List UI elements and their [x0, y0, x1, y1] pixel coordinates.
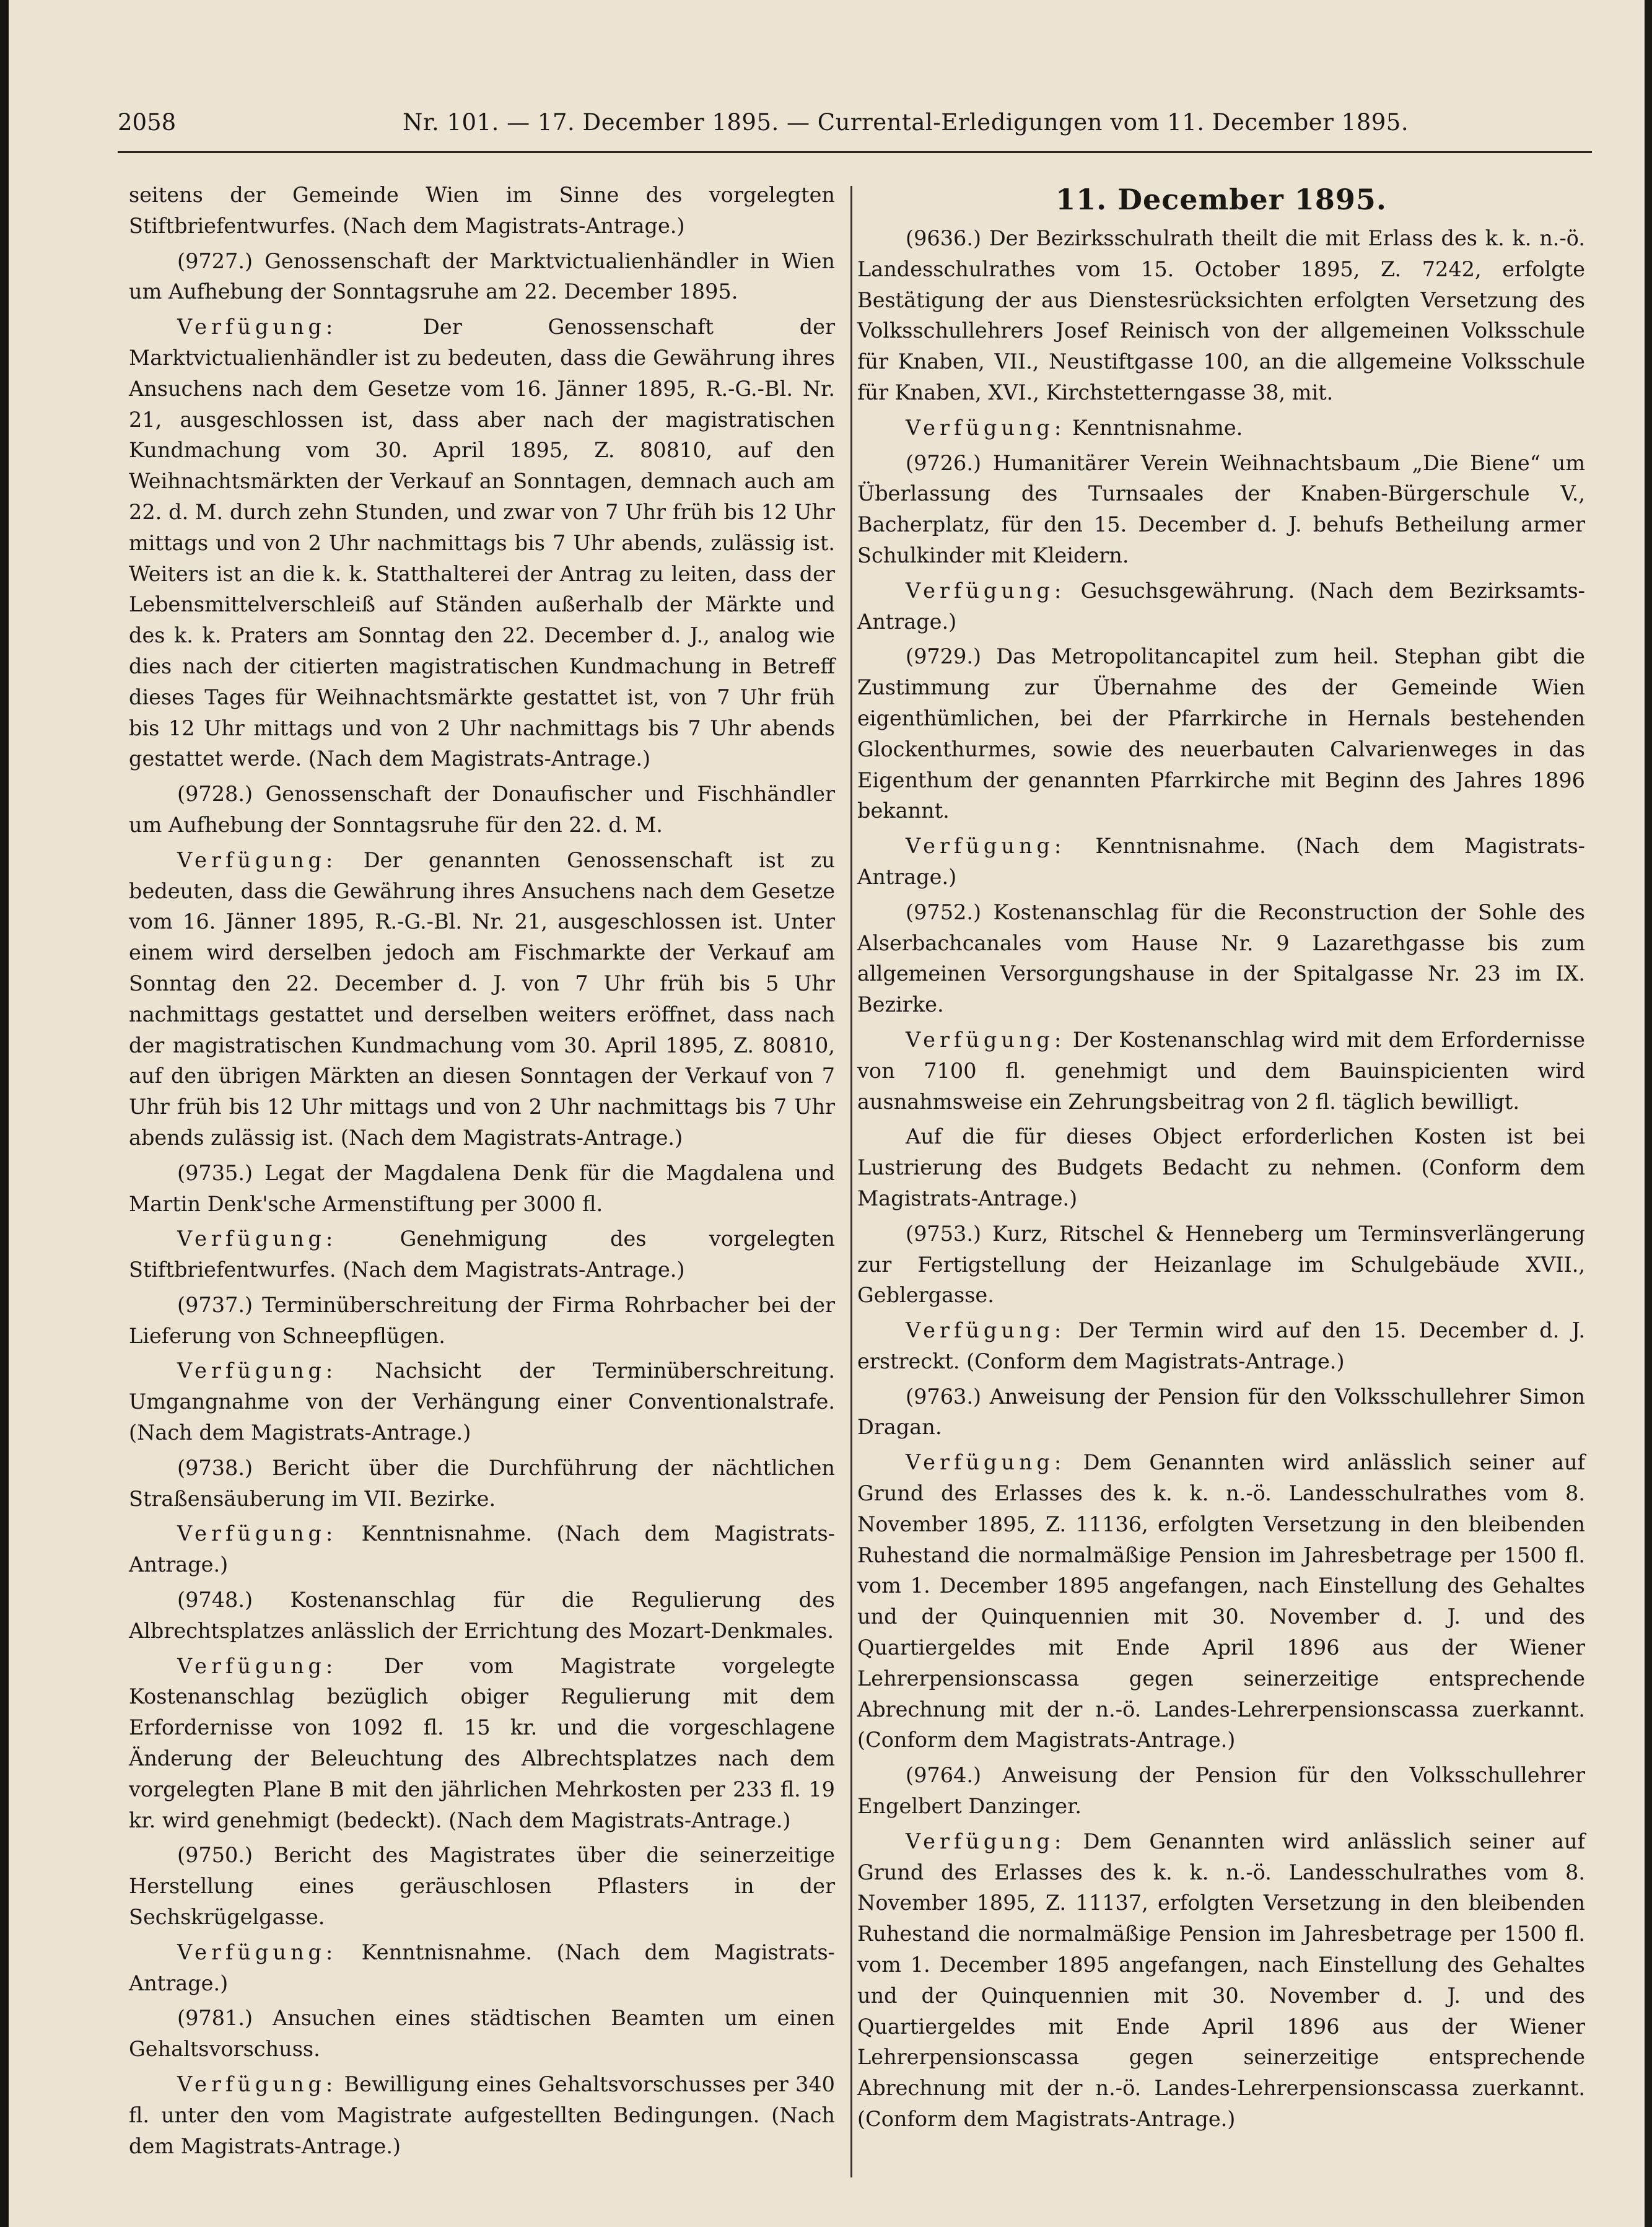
- item-paragraph: (9738.) Bericht über die Durchführung der nächtlichen Straßensäuberung im VII. Bezirke.: [129, 1455, 835, 1511]
- item-paragraph: (9636.) Der Bezirksschulrath theilt die mit Erlass des k. k. n.-ö. Landesschulrathes vom 15. October 1895, Z. 7242, erfolgte Bestätigung der aus Dienstesrücksichten erfolgten Versetzung des Volksschullehrers Josef Reinisch von der allgemeinen Volksschule für Knaben, VII., Neustiftgasse 100, an die allgemeine Volksschule für Knaben, XVI., Kirchstetterngasse 38, mit.: [857, 226, 1585, 405]
- disposition-text: Nachsicht der Terminüberschreitung. Umgangnahme von der Verhängung einer Conventionalstrafe. (Nach dem Magistrats-Antrage.): [129, 1359, 835, 1445]
- right-column: [857, 180, 1585, 2139]
- disposition-paragraph: [129, 1651, 835, 1836]
- left-column: [129, 180, 835, 2166]
- header-rule: [118, 151, 1592, 153]
- disposition-text: Bewilligung eines Gehaltsvorschusses per 340 fl. unter den vom Magistrate aufgestellten Bedingungen. (Nach dem Magistrats-Antrage.): [129, 2072, 835, 2158]
- disposition-text: Dem Genannten wird anlässlich seiner auf Grund des Erlasses des k. k. n.-ö. Landesschulrathes vom 8. November 1895, Z. 11137, erfolgten Versetzung in den bleibenden Ruhestand die normalmäßige Pension im Jahresbetrage per 1500 fl. vom 1. December 1895 angefangen, nach Einstellung des Gehaltes und der Quinquennien mit 30. November d. J. und des Quartiergeldes mit Ende April 1896 aus der Wiener Lehrerpensionscassa gegen seinerzeitige entsprechende Abrechnung mit der n.-ö. Landes-Lehrerpensionscassa zuerkannt. (Conform dem Magistrats-Antrage.): [857, 1829, 1585, 2132]
- disposition-text: Der genannten Genossenschaft ist zu bedeuten, dass die Gewährung ihres Ansuchens nach dem Gesetze vom 16. Jänner 1895, R.-G.-Bl. Nr. 21, ausgeschlossen ist. Unter einem wird derselben jedoch am Fischmarkte der Verkauf am Sonntag den 22. December d. J. von 7 Uhr früh bis 5 Uhr nachmittags gestattet und derselben weiters eröffnet, dass nach der magistratischen Kundmachung vom 30. April 1895, Z. 80810, auf den übrigen Märkten an diesen Sonntagen der Verkauf von 7 Uhr früh bis 12 Uhr mittags und von 2 Uhr nachmittags bis 7 Uhr abends zulässig ist. (Nach dem Magistrats-Antrage.): [129, 847, 835, 1150]
- disposition-label: Verfügung:: [906, 415, 1066, 440]
- item-paragraph: (9763.) Anweisung der Pension für den Volksschullehrer Simon Dragan.: [857, 1384, 1585, 1440]
- item-paragraph: (9753.) Kurz, Ritschel & Henneberg um Terminsverlängerung zur Fertigstellung der Heizanlage im Schulgebäude XVII., Geblergasse.: [857, 1221, 1585, 1308]
- disposition-paragraph: [129, 1355, 835, 1448]
- item-paragraph: (9735.) Legat der Magdalena Denk für die Magdalena und Martin Denk'sche Armenstiftung per 3000 fl.: [129, 1160, 835, 1216]
- disposition-text: Der Kostenanschlag wird mit dem Erfordernisse von 7100 fl. genehmigt und dem Bauinspicienten wird ausnahmsweise ein Zehrungsbeitrag von 2 fl. täglich bewilligt.: [857, 1027, 1585, 1114]
- disposition-text: Gesuchsgewährung. (Nach dem Bezirksamts-Antrage.): [857, 578, 1585, 634]
- disposition-label: Verfügung:: [906, 1450, 1066, 1475]
- running-title: Nr. 101. — 17. December 1895. — Currental-Erledigungen vom 11. December 1895.: [403, 109, 1409, 136]
- disposition-label: Verfügung:: [177, 1521, 338, 1546]
- disposition-text: Dem Genannten wird anlässlich seiner auf Grund des Erlasses des k. k. n.-ö. Landesschulrathes vom 8. November 1895, Z. 11136, erfolgten Versetzung in den bleibenden Ruhestand die normalmäßige Pension im Jahresbetrage per 1500 fl. vom 1. December 1895 angefangen, nach Einstellung des Gehaltes und der Quinquennien mit 30. November d. J. und des Quartiergeldes mit Ende April 1896 aus der Wiener Lehrerpensionscassa gegen seinerzeitige entsprechende Abrechnung mit der n.-ö. Landes-Lehrerpensionscassa zuerkannt. (Conform dem Magistrats-Antrage.): [857, 1450, 1585, 1752]
- disposition-label: Verfügung:: [177, 847, 338, 872]
- disposition-label: Verfügung:: [177, 2072, 338, 2097]
- disposition-label: Verfügung:: [177, 1653, 338, 1678]
- scan-edge-left: [0, 0, 9, 2227]
- item-paragraph: (9728.) Genossenschaft der Donaufischer und Fischhändler um Aufhebung der Sonntagsruhe für den 22. d. M.: [129, 782, 835, 837]
- item-paragraph: (9737.) Terminüberschreitung der Firma Rohrbacher bei der Lieferung von Schneepflügen.: [129, 1292, 835, 1348]
- scan-edge-right: [1645, 0, 1652, 2227]
- disposition-paragraph: [857, 575, 1585, 637]
- page-number: 2058: [118, 109, 177, 136]
- disposition-text: Genehmigung des vorgelegten Stiftbriefentwurfes. (Nach dem Magistrats-Antrage.): [129, 1227, 835, 1282]
- disposition-text: Der vom Magistrate vorgelegte Kostenanschlag bezüglich obiger Regulierung mit dem Erfordernisse von 1092 fl. 15 kr. und die vorgeschlagene Änderung der Beleuchtung des Albrechtsplatzes nach dem vorgelegten Plane B mit den jährlichen Mehrkosten per 233 fl. 19 kr. wird genehmigt (bedeckt). (Nach dem Magistrats-Antrage.): [129, 1653, 835, 1832]
- continued-paragraph: seitens der Gemeinde Wien im Sinne des vorgelegten Stiftbriefentwurfes. (Nach dem Magistrats-Antrage.): [129, 183, 835, 238]
- disposition-label: Verfügung:: [906, 1829, 1066, 1853]
- disposition-paragraph: [857, 413, 1585, 444]
- disposition-paragraph: [129, 1937, 835, 1999]
- disposition-label: Verfügung:: [906, 578, 1066, 603]
- disposition-text: Kenntnisnahme. (Nach dem Magistrats-Antrage.): [129, 1521, 835, 1577]
- disposition-label: Verfügung:: [177, 1940, 338, 1964]
- disposition-paragraph: [129, 1518, 835, 1580]
- disposition-paragraph: [857, 831, 1585, 893]
- disposition-paragraph: [129, 2069, 835, 2161]
- disposition-paragraph: [857, 1315, 1585, 1377]
- date-heading: 11. December 1895.: [1055, 183, 1387, 216]
- item-paragraph: (9752.) Kostenanschlag für die Reconstruction der Sohle des Alserbachcanales vom Hause Nr. 9 Lazarethgasse bis zum allgemeinen Versorgungshause in der Spitalgasse Nr. 23 im IX. Bezirke.: [857, 899, 1585, 1017]
- item-paragraph: (9750.) Bericht des Magistrates über die seinerzeitige Herstellung eines geräuschlosen Pflasters in der Sechskrügelgasse.: [129, 1843, 835, 1930]
- disposition-paragraph: [129, 1223, 835, 1285]
- disposition-text: Kenntnisnahme. (Nach dem Magistrats-Antrage.): [857, 834, 1585, 889]
- right-column-body: [857, 223, 1585, 2135]
- disposition-label: Verfügung:: [906, 1318, 1066, 1343]
- disposition-label: Verfügung:: [906, 1027, 1066, 1052]
- item-paragraph: (9748.) Kostenanschlag für die Regulierung des Albrechtsplatzes anlässlich der Errichtung des Mozart-Denkmales.: [129, 1588, 835, 1643]
- disposition-paragraph: [857, 1025, 1585, 1117]
- disposition-text: Der Termin wird auf den 15. December d. J. erstreckt. (Conform dem Magistrats-Antrage.): [857, 1318, 1585, 1373]
- disposition-paragraph: [857, 1826, 1585, 2135]
- item-paragraph: (9726.) Humanitärer Verein Weihnachtsbaum „Die Biene“ um Überlassung des Turnsaales der Knaben-Bürgerschule V., Bacherplatz, für den 15. December d. J. behufs Betheilung armer Schulkinder mit Kleidern.: [857, 450, 1585, 567]
- disposition-text: Kenntnisnahme.: [1072, 415, 1243, 440]
- column-divider: [850, 186, 852, 2177]
- item-paragraph: (9764.) Anweisung der Pension für den Volksschullehrer Engelbert Danzinger.: [857, 1763, 1585, 1819]
- disposition-label: Verfügung:: [177, 315, 338, 339]
- disposition-label: Verfügung:: [177, 1227, 338, 1251]
- disposition-label: Verfügung:: [177, 1359, 338, 1383]
- running-header: [118, 104, 1592, 141]
- disposition-text: Der Genossenschaft der Marktvictualienhändler ist zu bedeuten, dass die Gewährung ihres Ansuchens nach dem Gesetze vom 16. Jänner 1895, R.-G.-Bl. Nr. 21, ausgeschlossen ist, dass aber nach der magistratischen Kundmachung vom 30. April 1895, Z. 80810, auf den Weihnachtsmärkten der Verkauf an Sonntagen, demnach auch am 22. d. M. durch zehn Stunden, und zwar von 7 Uhr früh bis 12 Uhr mittags und von 2 Uhr nachmittags bis 7 Uhr abends, zulässig ist. Weiters ist an die k. k. Statthalterei der Antrag zu leiten, dass der Lebensmittelverschleiß auf Ständen außerhalb der Märkte und des k. k. Praters am Sonntag den 22. December d. J., analog wie dies nach der citierten magistratischen Kundmachung in Betreff dieses Tages für Weihnachtsmärkte gestattet ist, von 7 Uhr früh bis 12 Uhr mittags und von 2 Uhr nachmittags bis 7 Uhr abends gestattet werde. (Nach dem Magistrats-Antrage.): [129, 315, 835, 771]
- disposition-text: Kenntnisnahme. (Nach dem Magistrats-Antrage.): [129, 1940, 835, 1995]
- disposition-paragraph: [129, 845, 835, 1153]
- disposition-paragraph: [857, 1447, 1585, 1756]
- disposition-label: Verfügung:: [906, 834, 1066, 859]
- item-paragraph: (9727.) Genossenschaft der Marktvictualienhändler in Wien um Aufhebung der Sonntagsruhe am 22. December 1895.: [129, 248, 835, 304]
- item-paragraph: (9781.) Ansuchen eines städtischen Beamten um einen Gehaltsvorschuss.: [129, 2006, 835, 2062]
- item-paragraph: (9729.) Das Metropolitancapitel zum heil. Stephan gibt die Zustimmung zur Übernahme des der Gemeinde Wien eigenthümlichen, bei der Pfarrkirche in Hernals bestehenden Glockenthurmes, sowie des neuerbauten Calvarienweges in das Eigenthum der genannten Pfarrkirche mit Beginn des Jahres 1896 bekannt.: [857, 644, 1585, 823]
- item-paragraph: Auf die für dieses Object erforderlichen Kosten ist bei Lustrierung des Budgets Bedacht zu nehmen. (Conform dem Magistrats-Antrage.): [857, 1124, 1585, 1210]
- disposition-paragraph: [129, 312, 835, 774]
